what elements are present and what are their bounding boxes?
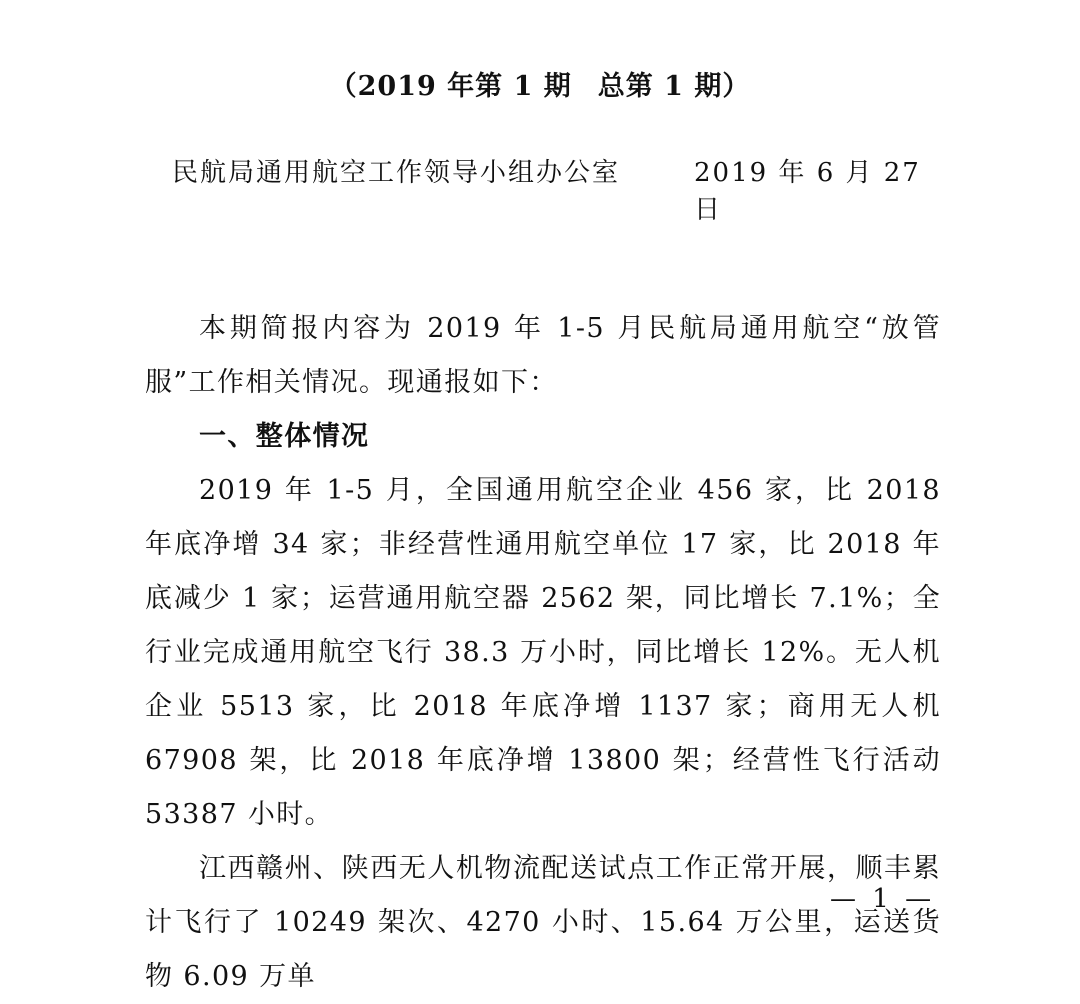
issuing-office: 民航局通用航空工作领导小组办公室 xyxy=(172,158,621,188)
intro-paragraph: 本期简报内容为 2019 年 1-5 月民航局通用航空“放管服”工作相关情况。现通报如下： xyxy=(145,313,941,398)
document-body xyxy=(145,302,941,1004)
issue-total: 总第 1 期） xyxy=(597,71,751,102)
page-number: — 1 — xyxy=(830,884,936,914)
issue-number xyxy=(0,64,1080,103)
section-heading: 一、整体情况 xyxy=(199,421,370,452)
issue-date: 2019 年 6 月 27 日 xyxy=(694,158,921,225)
pilot-paragraph: 江西赣州、陕西无人机物流配送试点工作正常开展，顺丰累计飞行了 10249 架次、4270 小时、15.64 万公里，运送货物 6.09 万单 xyxy=(145,853,941,992)
issue-prefix: （2019 年第 1 期 xyxy=(329,71,572,102)
overview-paragraph: 2019 年 1-5 月，全国通用航空企业 456 家，比 2018 年底净增 34 家；非经营性通用航空单位 17 家，比 2018 年底减少 1 家；运营通用航空器 2562 架，同比增长 7.1%；全行业完成通用航空飞行 38.3 万小时，同比增长 12%。无人机企业 5513 家，比 2018 年底净增 1137 家；商用无人机 67908 架，比 2018 年底净增 13800 架；经营性飞行活动 53387 小时。 xyxy=(145,475,941,830)
issuer-row xyxy=(172,152,932,225)
